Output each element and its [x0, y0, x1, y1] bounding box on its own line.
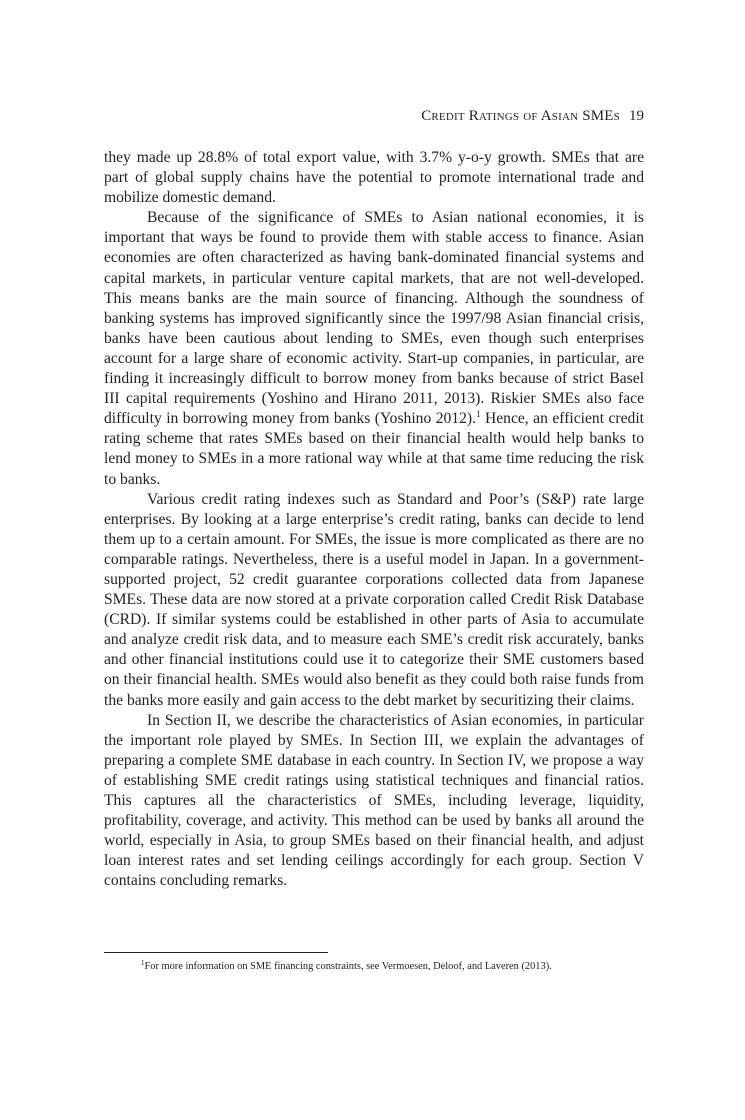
running-title: Credit Ratings of Asian SMEs [421, 108, 620, 124]
footnote [141, 960, 552, 973]
body-text [104, 148, 644, 891]
paragraph-2 [104, 208, 644, 489]
paragraph-4: In Section II, we describe the characteristics of Asian economies, in particular the important role played by SMEs. In Section III, we explain the advantages of preparing a complete SME database in each country. In Section IV, we propose a way of establishing SME credit ratings using statistical techniques and financial ratios. This captures all the characteristics of SMEs, including leverage, liquidity, profitability, coverage, and activity. This method can be used by banks all around the world, especially in Asia, to group SMEs based on their financial health, and adjust loan interest rates and set lending ceilings accordingly for each group. Section V contains concluding remarks. [104, 711, 644, 890]
page-number: 19 [629, 108, 644, 124]
paragraph-3: Various credit rating indexes such as Standard and Poor’s (S&P) rate large enterprises. By looking at a large enterprise’s credit rating, banks can decide to lend them up to a certain amount. For SMEs, the issue is more complicated as there are no comparable ratings. Nevertheless, there is a useful model in Japan. In a government-supported project, 52 credit guarantee corporations collected data from Japanese SMEs. These data are now stored at a private corporation called Credit Risk Database (CRD). If similar systems could be established in other parts of Asia to accumulate and analyze credit risk data, and to measure each SME’s credit risk accurately, banks and other financial institutions could use it to categorize their SME customers based on their financial health. SMEs would also benefit as they could both raise funds from the banks more easily and gain access to the debt market by securitizing their claims. [104, 490, 644, 709]
paragraph-2-text-before-note: Because of the significance of SMEs to Asian national economies, it is important that ways be found to provide them with stable access to finance. Asian economies are often characterized as having bank-dominated financial systems and capital markets, in particular venture capital markets, that are not well-developed. This means banks are the main source of financing. Although the soundness of banking systems has improved significantly since the 1997/98 Asian financial crisis, banks have been cautious about lending to SMEs, even though such enterprises account for a large share of economic activity. Start-up companies, in particular, are finding it increasingly difficult to borrow money from banks because of strict Basel III capital requirements (Yoshino and Hirano 2011, 2013). Riskier SMEs also face difficulty in borrowing money from banks (Yoshino 2012). [104, 209, 644, 428]
paragraph-1: they made up 28.8% of total export value, with 3.7% y-o-y growth. SMEs that are part of global supply chains have the potential to promote international trade and mobilize domestic demand. [104, 149, 644, 207]
footnote-text: For more information on SME financing constraints, see Vermoesen, Deloof, and Laveren (2013). [144, 961, 552, 972]
paragraph-2-text-after-note: Hence, an efficient credit rating scheme that rates SMEs based on their financial health would help banks to lend money to SMEs in a more rational way while at that same time reducing the risk to banks. [104, 410, 644, 488]
running-header [421, 107, 644, 125]
footnote-divider [104, 952, 328, 953]
footnote-marker: 1 [141, 959, 145, 967]
footnote-reference[interactable]: 1 [476, 409, 481, 420]
